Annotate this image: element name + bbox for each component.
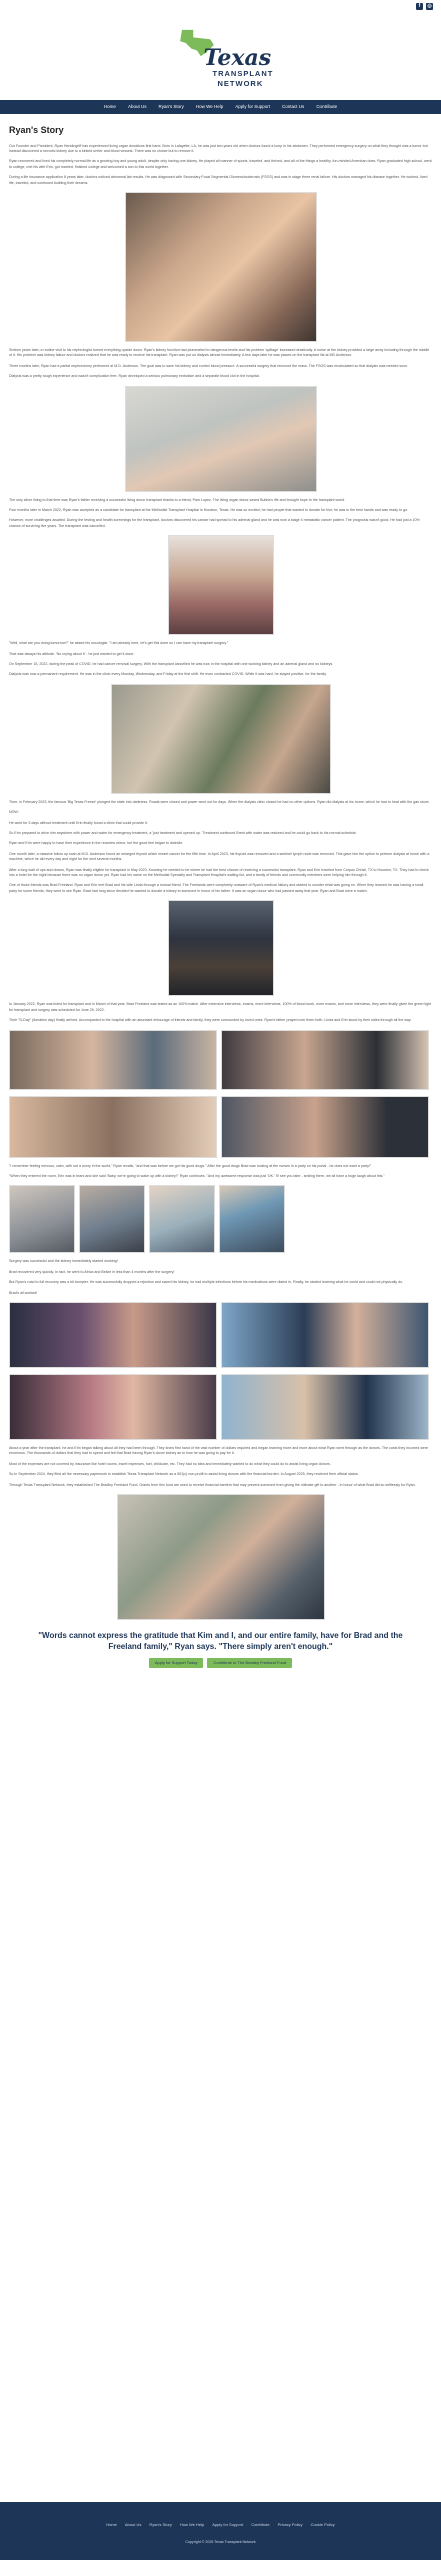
instagram-icon[interactable]: ◎ — [427, 3, 432, 9]
story-paragraph: On September 15, 2022, during the peak of COVID, he had cancer removal surgery. With the transplant cancelled he was now in the hospital with one working kidney and an adrenal gland and no kidneys. — [9, 662, 334, 666]
photo-ryan-and-brad — [168, 900, 274, 996]
story-paragraph: After a long wait of ups and downs, Ryan was finally eligible for transplant in May 2023. Knowing he needed to be where he had the best chance of receiving a successful transplant, Ryan and Erin traveled from Corpus Christi, TX to Houston, TX. They had to check into a hotel for the night because there was no organ donor yet. Ryan had his name on the Methodist Specialty and Transplant Hospital's waiting list, and a family of friends and community members were helping him through it. — [9, 867, 429, 878]
story-paragraph: "Well, what are you doing tomorrow?" he asked his oncologist. "I am already here, let's get this done so I can have my transplant surgery." — [9, 641, 229, 646]
photo-recovery-2 — [79, 1185, 145, 1253]
story-paragraph: Dialysis was a pretty tough experience and wasn't complication free. Ryan developed a serious pulmonary embolism and a separate blood clot in the hospital. — [9, 374, 260, 379]
story-paragraph: Four months later in March 2022, Ryan was accepted as a candidate for transplant at the Methodist Transplant Hospital in Houston, Texas. He was so excited; he had people that wanted to donate for him; he was in the best hands and was ready to go. — [9, 507, 409, 512]
footer-link-privacy[interactable]: Privacy Policy — [277, 2522, 303, 2527]
story-paragraph: Most of the expenses are not covered by insurance like hotel rooms, travel expenses, fuel, childcare, etc. They had no idea and immediately wanted to do what they could do to assist living organ donors. — [9, 1461, 331, 1466]
page-title: Ryan's Story — [9, 125, 64, 135]
photo-hospital — [125, 386, 317, 492]
story-paragraph: Their "D-Day" (donation day) finally arrived. Accompanied to the hospital with an abundant entourage of friends and family, they were surrounded by loved ones. Ryan's father prayed over them both. Linda and Erin stood by their sides through all the way. — [9, 1018, 412, 1023]
footer-link-apply[interactable]: Apply for Support — [212, 2522, 244, 2527]
site-logo[interactable] — [0, 14, 441, 100]
footer-link-cookie[interactable]: Cookie Policy — [310, 2522, 335, 2527]
nav-contact[interactable]: Contact Us — [282, 103, 305, 109]
story-paragraph: Then, in February 2023, the famous 'Big Texas Freeze' plunged the state into darkness. Roads were closed and power went out for days. When the dialysis clinic closed he had no other options. Ryan did dialysis at his home, which he had to heat with the gas stove. — [9, 799, 430, 804]
photo-row-celebration — [9, 1302, 432, 1368]
story-paragraph: Dialysis was now a permanent requirement. He was in the clinic every Monday, Wednesday, and Friday at the first shift. He even contracted COVID. While it was hard, he stayed positive, for the family. — [9, 672, 327, 677]
nav-apply[interactable]: Apply for Support — [235, 103, 271, 109]
photo-ryan-today — [117, 1494, 325, 1620]
copyright: Copyright © 2025 Texas Transplant Network — [185, 2540, 256, 2544]
nav-about[interactable]: About Us — [127, 103, 147, 109]
photo-couple — [125, 192, 317, 342]
photo-row-surgery-day — [9, 1030, 432, 1090]
photo-friends — [221, 1096, 429, 1158]
story-paragraph: About a year after the transplant, he and Erin began talking about all they had been through. They knew first hand of the vast number of dollars required and began learning more and more about what Ryan went through as the donors. The costs they incurred were enormous. The thousands of dollars that they had to spend and felt that Brad having Ryan's donor kidney as to how he was going to pay for it. — [9, 1445, 428, 1456]
main-nav — [0, 100, 441, 114]
photo-celebration-4 — [221, 1374, 429, 1440]
footer-link-ryans-story[interactable]: Ryan's Story — [149, 2522, 172, 2527]
story-paragraph: NOW: — [9, 810, 19, 815]
footer-link-home[interactable]: Home — [106, 2522, 117, 2527]
story-paragraph: The only silver lining to that time was Ryan's father receiving a successful living donor transplant thanks to a friend, Pam Lopez. The living organ donor saved Bubba's life and brought hope to the transplant world. — [9, 497, 346, 502]
footer-link-contribute[interactable]: Contribute — [251, 2522, 270, 2527]
story-paragraph: Sixteen years later, a routine visit to his nephrologist turned everything upside down. Ryan's kidney function had plummeted to dangerous levels and his problem 'spillage' increased drastically. A nurse at the kidney provided a large array including through the middle of it. His problem was kidney failure and doctors realized that he was ready to receive his transplant. Ryan was put on dialysis almost immediately. A few days later he was placed on the transplant list at MD Anderson. — [9, 347, 430, 358]
story-paragraph: So in September 2024, they filed all the necessary paperwork to establish Texas Transplant Network as a 501(c) non-profit to assist living donors with the financial burden. In August 2025, they received their official status. — [9, 1472, 359, 1477]
story-paragraph: Brad recovered very quickly. In fact, he went to Africa and Belize in less than 4 months after the surgery! — [9, 1269, 175, 1274]
nav-home[interactable]: Home — [103, 103, 116, 109]
photo-treatment — [168, 535, 274, 635]
photo-recovery-1 — [9, 1185, 75, 1253]
photo-row-recovery — [9, 1185, 432, 1253]
facebook-icon[interactable]: f — [416, 3, 423, 10]
gratitude-quote: "Words cannot express the gratitude that Kim and I, and our entire family, have for Brad and the Freeland family," Ryan says. "There simply aren't enough." — [38, 1630, 403, 1651]
site-footer — [0, 2502, 441, 2560]
contribute-fund-button[interactable]: Contribute to The Bradley Freeland Fund — [207, 1658, 292, 1668]
top-bar — [0, 0, 441, 14]
story-paragraph: Ryan and Erin were happy to have their experience in the rearview mirror, but the good feel began to dwindle. — [9, 841, 184, 846]
story-paragraph: So Erin prepared to drive him anywhere with power and water for emergency treatment, a 'just treatment and opened up.' Treatment continued Brent with water was restored and he could go back to his normal schedule. — [9, 831, 357, 836]
photo-celebration-1 — [9, 1302, 217, 1368]
story-paragraph: Three months later, Ryan had a partial nephrectomy performed at M.D. Anderson. The goal was to save his kidney and control blood pressure. A successful surgery that removed the mass. The FSGS was recalculated so that dialysis was needed soon. — [9, 363, 409, 368]
story-paragraph: One of those friends was Brad Freeland. Ryan and Erin met Brad and his wife Linda through a mutual friend. The Freelands were completely unaware of Ryan's medical history and started to wonder what was going on. When they learned he was having a small party for some friends, they went to see Ryan. Brad had long since decided he wanted to donate a kidney to someone in honor of his father. It was an organ donor who had passed away that year. Ryan and Brad were a match. — [9, 883, 424, 893]
photo-row-celebration-2 — [9, 1374, 432, 1440]
story-paragraph: During a life insurance application 8 years later, doctors noticed abnormal lab results. He was diagnosed with Secondary Focal Segmental Glomerulosclerosis (FSGS) and was in stage three renal failure. His doctors managed his disease together. He worked, lived life, traveled, and continued building their dreams. — [9, 175, 428, 185]
footer-link-about[interactable]: About Us — [124, 2522, 142, 2527]
story-paragraph: "When they entered the room, Erin was in tears and she said 'Baby, we're going to wake up with a kidney!'" Ryan continues. "And my awesome response was just 'OK.' I'll see you later - smiling there, we all have a huge laugh about this." — [9, 1173, 385, 1178]
story-paragraph: Through Texas Transplant Network, they established The Bradley Freeland Fund. Grants from this fund are used to receive financial barriers that may prevent someone from giving the ultimate gift to another - in honor of what Brad did so selflessly for Ryan. — [9, 1482, 416, 1487]
nav-contribute[interactable]: Contribute — [316, 103, 338, 109]
apply-support-button[interactable]: Apply for Support Today — [149, 1658, 204, 1668]
story-paragraph: In January 2022, Ryan was listed for transplant and in March of that year, Brad Freeland was tested as an 100% match. After extensive interviews, exams, more interviews, 100% of blood work, more exams, and more interviews, they were finally given the green light for transplant and surgery was scheduled for June 29, 2022. — [9, 1002, 432, 1012]
nav-how-we-help[interactable]: How We Help — [195, 103, 224, 109]
cta-buttons — [9, 1658, 432, 1668]
story-paragraph: Our Founder and President, Ryan Hendingriff has experienced living organ donations first hand. Born in Lafayette, LA, he was just two years old when doctors found a lump in his abdomen. They performed emergency surgery on what they thought was a tumor but instead discovered a necrotic kidney due to a kinked ureter and blood vessels. There was no choice but to remove it. — [9, 143, 428, 153]
story-paragraph: "I remember feeling nervous, calm, with not a worry in the world," Ryan recalls, "and that was before we got his good drugs." After the good drugs Brad was looking at the nurses in a party on his portal - he does not want a party!" — [9, 1163, 372, 1168]
photo-recovery-3 — [149, 1185, 215, 1253]
story-paragraph: He went for 3 days without treatment until Erin finally found a clinic that could provide it. — [9, 820, 148, 825]
photo-celebration-3 — [9, 1374, 217, 1440]
social-links — [416, 3, 433, 10]
story-paragraph: Surgery was successful and the kidney immediately started working! — [9, 1259, 118, 1264]
story-paragraph: One month later, a massive follow up scan at M.D. Anderson found an enlarged thyroid which meant cancer for the fifth time. In April 2023, his thyroid was removed and a sentinel lymph node was removed. This gave him the option to perform dialysis at home with a machine, which he did every day and night for the next several months. — [9, 851, 430, 862]
story-paragraph: But Ryan's road to full recovery was a bit bumpier. He was successfully dropped a rejection and saved his kidney, he had multiple infections before his medications were dialed in. Finally, he started learning what he could and could not physically do. — [9, 1280, 404, 1285]
photo-families-bottom — [9, 1096, 217, 1158]
story-paragraph: However, more challenges awaited. During the testing and health screenings for the transplant, doctors discovered his cancer had spread to his adrenal gland and he was now a stage 4 metastatic cancer patient. The prognosis wasn't good. He had just a 10% chance of surviving five years. The transplant was cancelled. — [9, 518, 420, 528]
photo-celebration-2 — [221, 1302, 429, 1368]
photo-dialysis — [111, 684, 331, 794]
logo-brand-text: Texas — [203, 45, 272, 71]
logo-line-2: NETWORK — [217, 79, 264, 88]
nav-ryans-story[interactable]: Ryan's Story — [158, 103, 184, 109]
photo-recovery-4 — [219, 1185, 285, 1253]
footer-links — [0, 2502, 441, 2528]
story-content — [0, 114, 441, 1668]
story-paragraph: That was always his attitude. 'No crying about it' - he just wanted to get it done. — [9, 651, 135, 656]
story-paragraph: Ryan recovered and lived his completely normal life as a growing boy and young adult, despite only having one kidney. He played all manner of sports, traveled, and thrived, and all of the things a healthy, fun-minded American does. Ryan graduated high school, went to college, met his wife Erin, got married, finished college and welcomed a son to this world together. — [9, 159, 432, 169]
footer-link-how-we-help[interactable]: How We Help — [179, 2522, 205, 2527]
logo-line-1: TRANSPLANT — [212, 69, 274, 78]
story-paragraph: Brad's all worked! — [9, 1290, 38, 1295]
photo-row-surgery-day-2 — [9, 1096, 432, 1158]
photo-families-top — [9, 1030, 217, 1090]
photo-couple-right — [221, 1030, 429, 1090]
